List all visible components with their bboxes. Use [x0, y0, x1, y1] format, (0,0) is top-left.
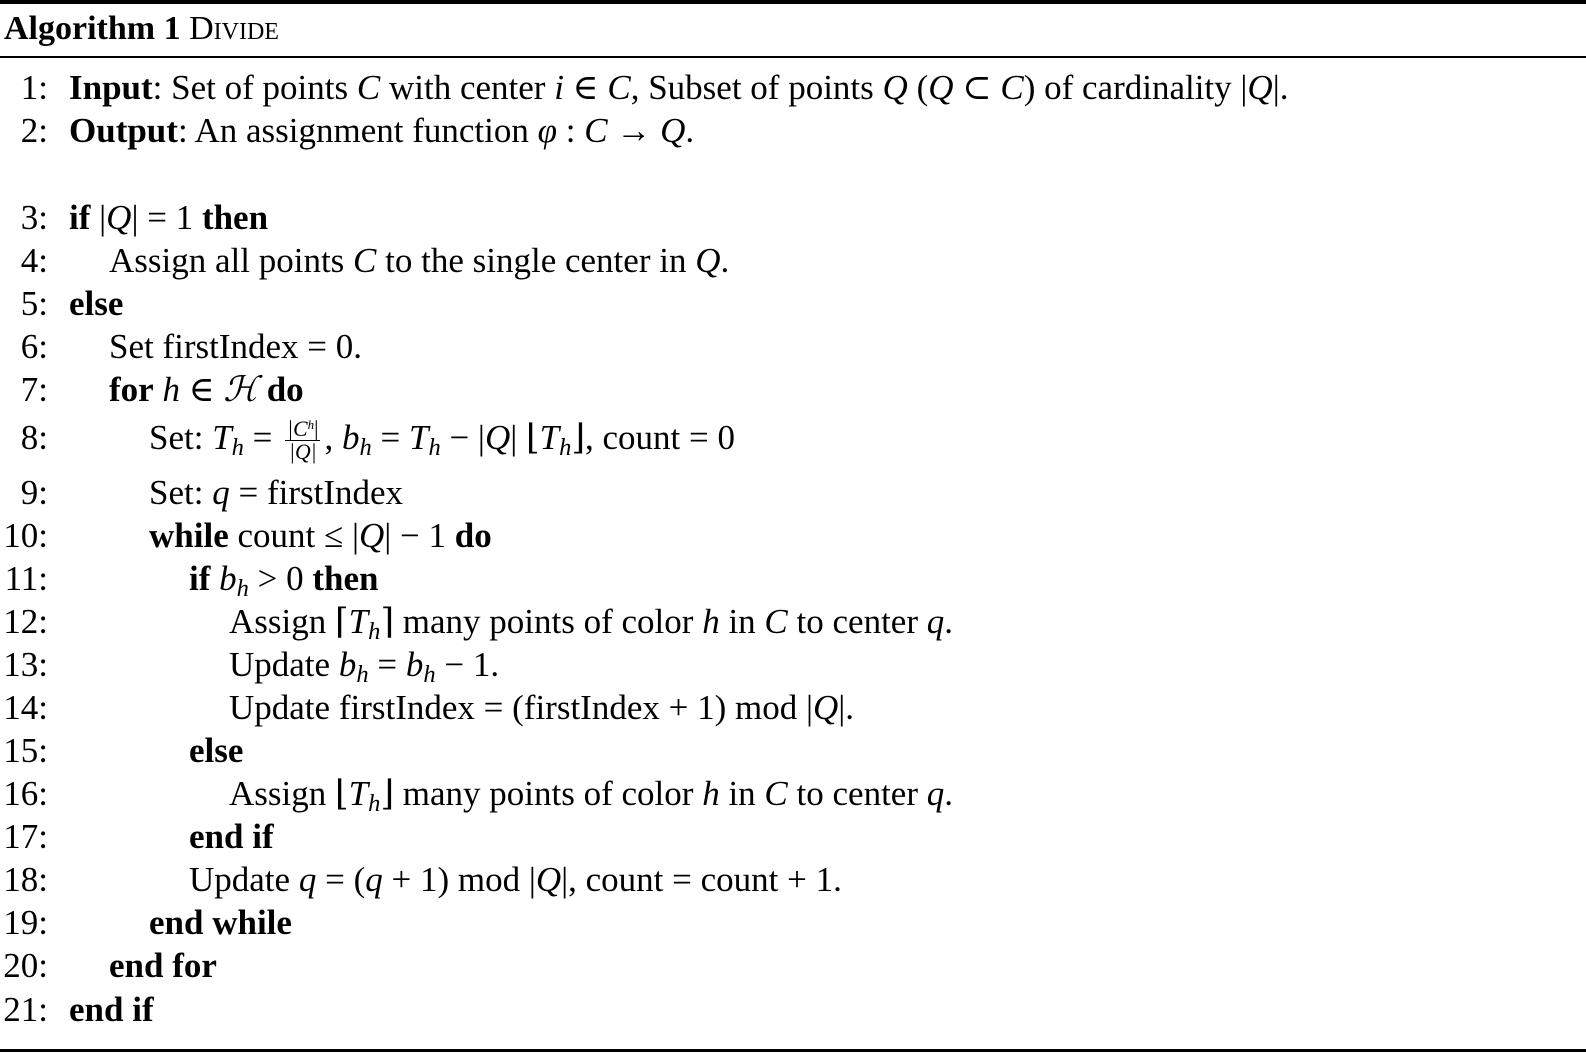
- code-text: : Set of points: [152, 68, 357, 107]
- math-symbol: b: [219, 559, 237, 598]
- line-number: 12:: [3, 602, 48, 641]
- code-text: , Subset of points: [630, 68, 883, 107]
- code-text: to center: [787, 602, 927, 641]
- code-text: ) of cardinality |: [1023, 68, 1248, 107]
- keyword: Output: [69, 111, 178, 150]
- top-rule: [0, 0, 1586, 4]
- math-symbol: Q: [358, 516, 385, 555]
- fraction-numerator: $|C^h|$: [287, 416, 319, 441]
- code-text: − |: [440, 418, 485, 457]
- fraction: [285, 418, 320, 465]
- math-symbol: C: [764, 774, 788, 813]
- code-text: ∈: [563, 68, 608, 107]
- code-text: .: [944, 602, 953, 641]
- line-code: [149, 416, 735, 464]
- keyword: if: [189, 559, 211, 598]
- code-text: ⌋, count = 0: [571, 418, 736, 457]
- code-text: | ⌊: [510, 418, 540, 457]
- math-symbol: b: [405, 645, 424, 684]
- line-number: 16:: [3, 774, 48, 813]
- line-code: [189, 729, 243, 773]
- code-text: |: [90, 198, 107, 237]
- code-text: Assign all points: [109, 241, 354, 280]
- code-text: with center: [380, 68, 555, 107]
- subscript: h: [368, 790, 381, 818]
- math-symbol: q: [212, 473, 230, 512]
- code-text: : An assignment function: [177, 111, 538, 150]
- line-code: [109, 944, 217, 988]
- line-code: [109, 239, 729, 283]
- code-text: count ≤ |: [228, 516, 359, 555]
- caption-rule: [0, 56, 1586, 58]
- code-text: ,: [324, 418, 342, 457]
- math-symbol: Q: [812, 688, 839, 727]
- code-text: Update firstIndex = (firstIndex + 1) mod |: [229, 688, 813, 727]
- line-code: [229, 772, 953, 816]
- line-code: [69, 282, 123, 326]
- line-number: 21:: [3, 990, 48, 1029]
- math-symbol: T: [212, 418, 232, 457]
- subscript: h: [559, 434, 572, 462]
- line-number: 3:: [20, 198, 48, 237]
- fraction-denominator: |Q|: [289, 440, 317, 465]
- math-symbol: h: [702, 602, 720, 641]
- code-text: Set:: [149, 473, 213, 512]
- line-code: [229, 643, 499, 687]
- code-text: Update: [189, 860, 299, 899]
- line-number: 5:: [20, 284, 48, 323]
- keyword: Input: [69, 68, 153, 107]
- code-text: |.: [1272, 68, 1289, 107]
- line-code: [229, 686, 854, 730]
- math-symbol: Q: [535, 860, 562, 899]
- line-number: 1:: [20, 68, 48, 107]
- code-text: to the single center in: [376, 241, 696, 280]
- keyword: for: [109, 370, 154, 409]
- line-number: 10:: [3, 516, 48, 555]
- code-text: .: [685, 111, 695, 150]
- math-symbol: Q: [928, 68, 954, 107]
- code-text: to center: [787, 774, 927, 813]
- line-number: 18:: [3, 860, 48, 899]
- subscript: h: [423, 661, 436, 689]
- line-number: 14:: [3, 688, 48, 727]
- line-code: [109, 325, 362, 369]
- line-code: [189, 557, 379, 601]
- line-number: 15:: [3, 731, 48, 770]
- line-code: [229, 600, 953, 644]
- math-symbol: q: [926, 774, 945, 813]
- code-text: ⊂: [953, 68, 1001, 107]
- code-text: →: [607, 111, 661, 150]
- code-text: = firstIndex: [229, 473, 404, 512]
- code-text: Assign ⌊: [229, 774, 349, 813]
- code-text: =: [243, 418, 282, 457]
- line-number: 13:: [3, 645, 48, 684]
- math-symbol: Q: [660, 111, 686, 150]
- code-text: − 1.: [435, 645, 500, 684]
- math-symbol: q: [365, 860, 383, 899]
- bottom-rule: [0, 1049, 1586, 1052]
- code-text: =: [371, 418, 409, 457]
- code-text: [210, 559, 219, 598]
- keyword: end if: [189, 817, 274, 856]
- math-symbol: T: [348, 602, 369, 641]
- math-symbol: Q: [1247, 68, 1273, 107]
- math-symbol: q: [298, 860, 317, 899]
- line-number: 19:: [3, 903, 48, 942]
- code-text: |, count = count + 1.: [561, 860, 842, 899]
- math-symbol: T: [408, 418, 429, 457]
- code-text: :: [557, 111, 585, 150]
- line-code: [149, 901, 292, 945]
- line-code: [109, 368, 304, 412]
- code-text: = (: [316, 860, 366, 899]
- math-symbol: C: [1000, 68, 1024, 107]
- keyword: then: [312, 559, 379, 598]
- line-number: 20:: [3, 946, 48, 985]
- subscript: h: [356, 661, 369, 689]
- keyword: end for: [109, 946, 217, 985]
- code-text: =: [368, 645, 406, 684]
- line-number: 11:: [4, 559, 48, 598]
- math-symbol: C: [353, 241, 377, 280]
- math-symbol: h: [702, 774, 720, 813]
- subscript: h: [428, 434, 441, 462]
- math-symbol: h: [162, 370, 180, 409]
- algorithm-caption: [4, 6, 279, 52]
- code-text: Update: [229, 645, 339, 684]
- line-code: [189, 858, 842, 902]
- keyword: else: [69, 284, 124, 323]
- math-symbol: b: [341, 418, 360, 457]
- algorithm-label: Algorithm 1: [4, 10, 181, 47]
- line-code: [149, 514, 492, 558]
- math-symbol: b: [338, 645, 357, 684]
- code-text: Set:: [149, 418, 213, 457]
- code-text: ⌉ many points of color: [380, 602, 703, 641]
- subscript: h: [359, 434, 372, 462]
- subscript: h: [231, 434, 244, 462]
- math-symbol: ℋ: [223, 370, 258, 410]
- keyword: while: [149, 516, 229, 555]
- code-text: Assign ⌈: [229, 602, 349, 641]
- line-number: 7:: [20, 370, 48, 409]
- code-text: |.: [838, 688, 855, 727]
- subscript: h: [368, 618, 381, 646]
- math-symbol: T: [348, 774, 369, 813]
- line-number: 2:: [20, 111, 48, 150]
- line-number: 4:: [20, 241, 48, 280]
- line-code: [189, 815, 274, 859]
- math-symbol: Q: [695, 241, 721, 280]
- line-code: [69, 196, 268, 240]
- line-number: 17:: [3, 817, 48, 856]
- code-text: > 0: [248, 559, 313, 598]
- keyword: then: [201, 198, 269, 237]
- code-text: ∈: [179, 370, 224, 409]
- code-text: + 1) mod |: [382, 860, 536, 899]
- code-text: | = 1: [131, 198, 202, 237]
- code-text: (: [907, 68, 929, 107]
- line-code: [69, 988, 154, 1032]
- line-number: 9:: [20, 473, 48, 512]
- math-symbol: Q: [882, 68, 908, 107]
- keyword: end if: [69, 990, 154, 1029]
- line-code: [149, 471, 403, 515]
- code-text: Set firstIndex = 0.: [109, 327, 363, 366]
- math-symbol: Q: [106, 198, 132, 237]
- line-code: [69, 66, 1288, 110]
- math-symbol: C: [584, 111, 608, 150]
- code-text: in: [719, 602, 765, 641]
- math-symbol: i: [554, 68, 564, 107]
- keyword: else: [189, 731, 244, 770]
- code-text: ⌋ many points of color: [380, 774, 703, 813]
- code-text: [258, 370, 267, 409]
- math-symbol: T: [539, 418, 560, 457]
- math-symbol: C: [764, 602, 788, 641]
- code-text: .: [944, 774, 953, 813]
- algorithm-name: Divide: [189, 10, 279, 47]
- keyword: do: [266, 370, 304, 409]
- code-text: .: [720, 241, 730, 280]
- math-symbol: C: [356, 68, 381, 107]
- keyword: end while: [149, 903, 292, 942]
- line-number: 8:: [20, 418, 48, 457]
- keyword: if: [69, 198, 91, 237]
- line-code: [69, 109, 694, 153]
- subscript: h: [236, 575, 249, 603]
- math-symbol: C: [607, 68, 631, 107]
- math-symbol: q: [926, 602, 945, 641]
- code-text: in: [719, 774, 765, 813]
- code-text: | − 1: [384, 516, 455, 555]
- keyword: do: [454, 516, 492, 555]
- line-number: 6:: [20, 327, 48, 366]
- math-symbol: φ: [537, 111, 558, 150]
- math-symbol: Q: [484, 418, 511, 457]
